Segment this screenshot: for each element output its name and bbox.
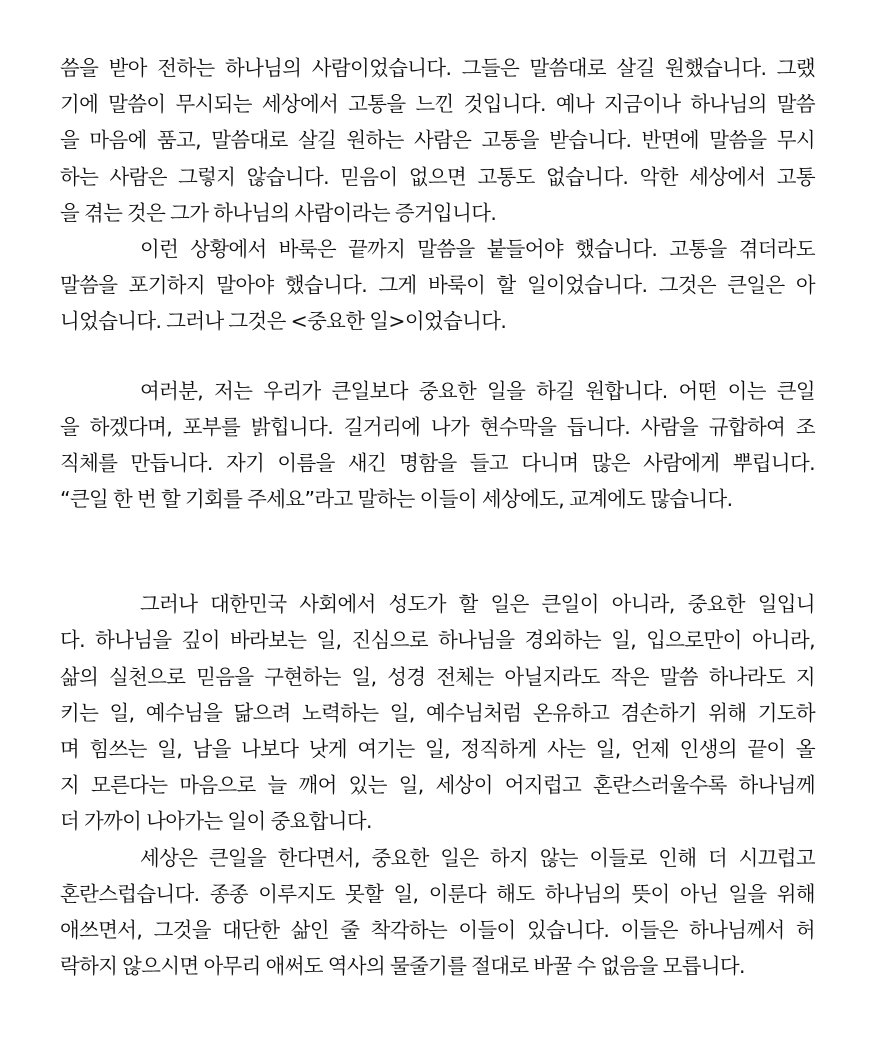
- text-line: 을 하겠다며, 포부를 밝힙니다. 길거리에 나가 현수막을 듭니다. 사람을 규합하여 조: [60, 414, 815, 439]
- text-line: 말씀을 포기하지 말아야 했습니다. 그게 바룩이 할 일이었습니다. 그것은 큰일은 아: [60, 273, 815, 298]
- text-line: 더 가까이 나아가는 일이 중요합니다.: [60, 809, 372, 834]
- paragraph-4: [60, 586, 815, 839]
- document-page: [60, 50, 815, 984]
- text-line: 삶의 실천으로 믿음을 구현하는 일, 성경 전체는 아닐지라도 작은 말씀 하나라도 지: [60, 664, 815, 689]
- text-line: 세상은 큰일을 한다면서, 중요한 일은 하지 않는 이들로 인해 더 시끄럽고: [140, 845, 815, 870]
- text-line: 혼란스럽습니다. 종종 이루지도 못할 일, 이룬다 해도 하나님의 뜻이 아닌 일을 위해: [60, 881, 815, 906]
- paragraph-1: [60, 50, 815, 231]
- text-line: 며 힘쓰는 일, 남을 나보다 낫게 여기는 일, 정직하게 사는 일, 언제 인생의 끝이 올: [60, 737, 815, 761]
- text-line: 을 마음에 품고, 말씀대로 살길 원하는 사람은 고통을 받습니다. 반면에 말씀을 무시: [60, 128, 815, 153]
- text-line: 키는 일, 예수님을 닮으려 노력하는 일, 예수님처럼 온유하고 겸손하기 위해 기도하: [60, 700, 815, 725]
- text-line: 씀을 받아 전하는 하나님의 사람이었습니다. 그들은 말씀대로 살길 원했습니다. 그랬: [60, 56, 815, 80]
- paragraph-spacer: [60, 340, 815, 373]
- text-line: 이런 상황에서 바룩은 끝까지 말씀을 붙들어야 했습니다. 고통을 겪더라도: [140, 236, 815, 261]
- text-line: 다. 하나님을 깊이 바라보는 일, 진심으로 하나님을 경외하는 일, 입으로만이 아니라,: [60, 628, 815, 653]
- paragraph-5: [60, 840, 815, 985]
- text-line: 하는 사람은 그렇지 않습니다. 믿음이 없으면 고통도 없습니다. 악한 세상에서 고통: [60, 164, 815, 189]
- paragraph-3: [60, 373, 815, 518]
- paragraph-2: [60, 231, 815, 340]
- paragraph-spacer: [60, 517, 815, 586]
- text-line: 직체를 만듭니다. 자기 이름을 새긴 명함을 들고 다니며 많은 사람에게 뿌립니다.: [60, 450, 815, 475]
- text-line: 여러분, 저는 우리가 큰일보다 중요한 일을 하길 원합니다. 어떤 이는 큰일: [140, 378, 815, 403]
- text-line: 기에 말씀이 무시되는 세상에서 고통을 느낀 것입니다. 예나 지금이나 하나님의 말씀: [60, 92, 815, 117]
- text-line: 지 모른다는 마음으로 늘 깨어 있는 일, 세상이 어지럽고 혼란스러울수록 하나님께: [60, 773, 815, 798]
- text-line: “큰일 한 번 할 기회를 주세요”라고 말하는 이들이 세상에도, 교계에도 많습니다.: [60, 487, 733, 512]
- text-line: 니었습니다. 그러나 그것은 <중요한 일>이었습니다.: [60, 309, 507, 334]
- text-line: 애쓰면서, 그것을 대단한 삶인 줄 착각하는 이들이 있습니다. 이들은 하나님께서 허: [60, 917, 815, 942]
- text-line: 을 겪는 것은 그가 하나님의 사람이라는 증거입니다.: [60, 200, 497, 225]
- text-line: 락하지 않으시면 아무리 애써도 역사의 물줄기를 절대로 바꿀 수 없음을 모릅니다.: [60, 954, 745, 979]
- text-line: 그러나 대한민국 사회에서 성도가 할 일은 큰일이 아니라, 중요한 일입니: [140, 592, 815, 617]
